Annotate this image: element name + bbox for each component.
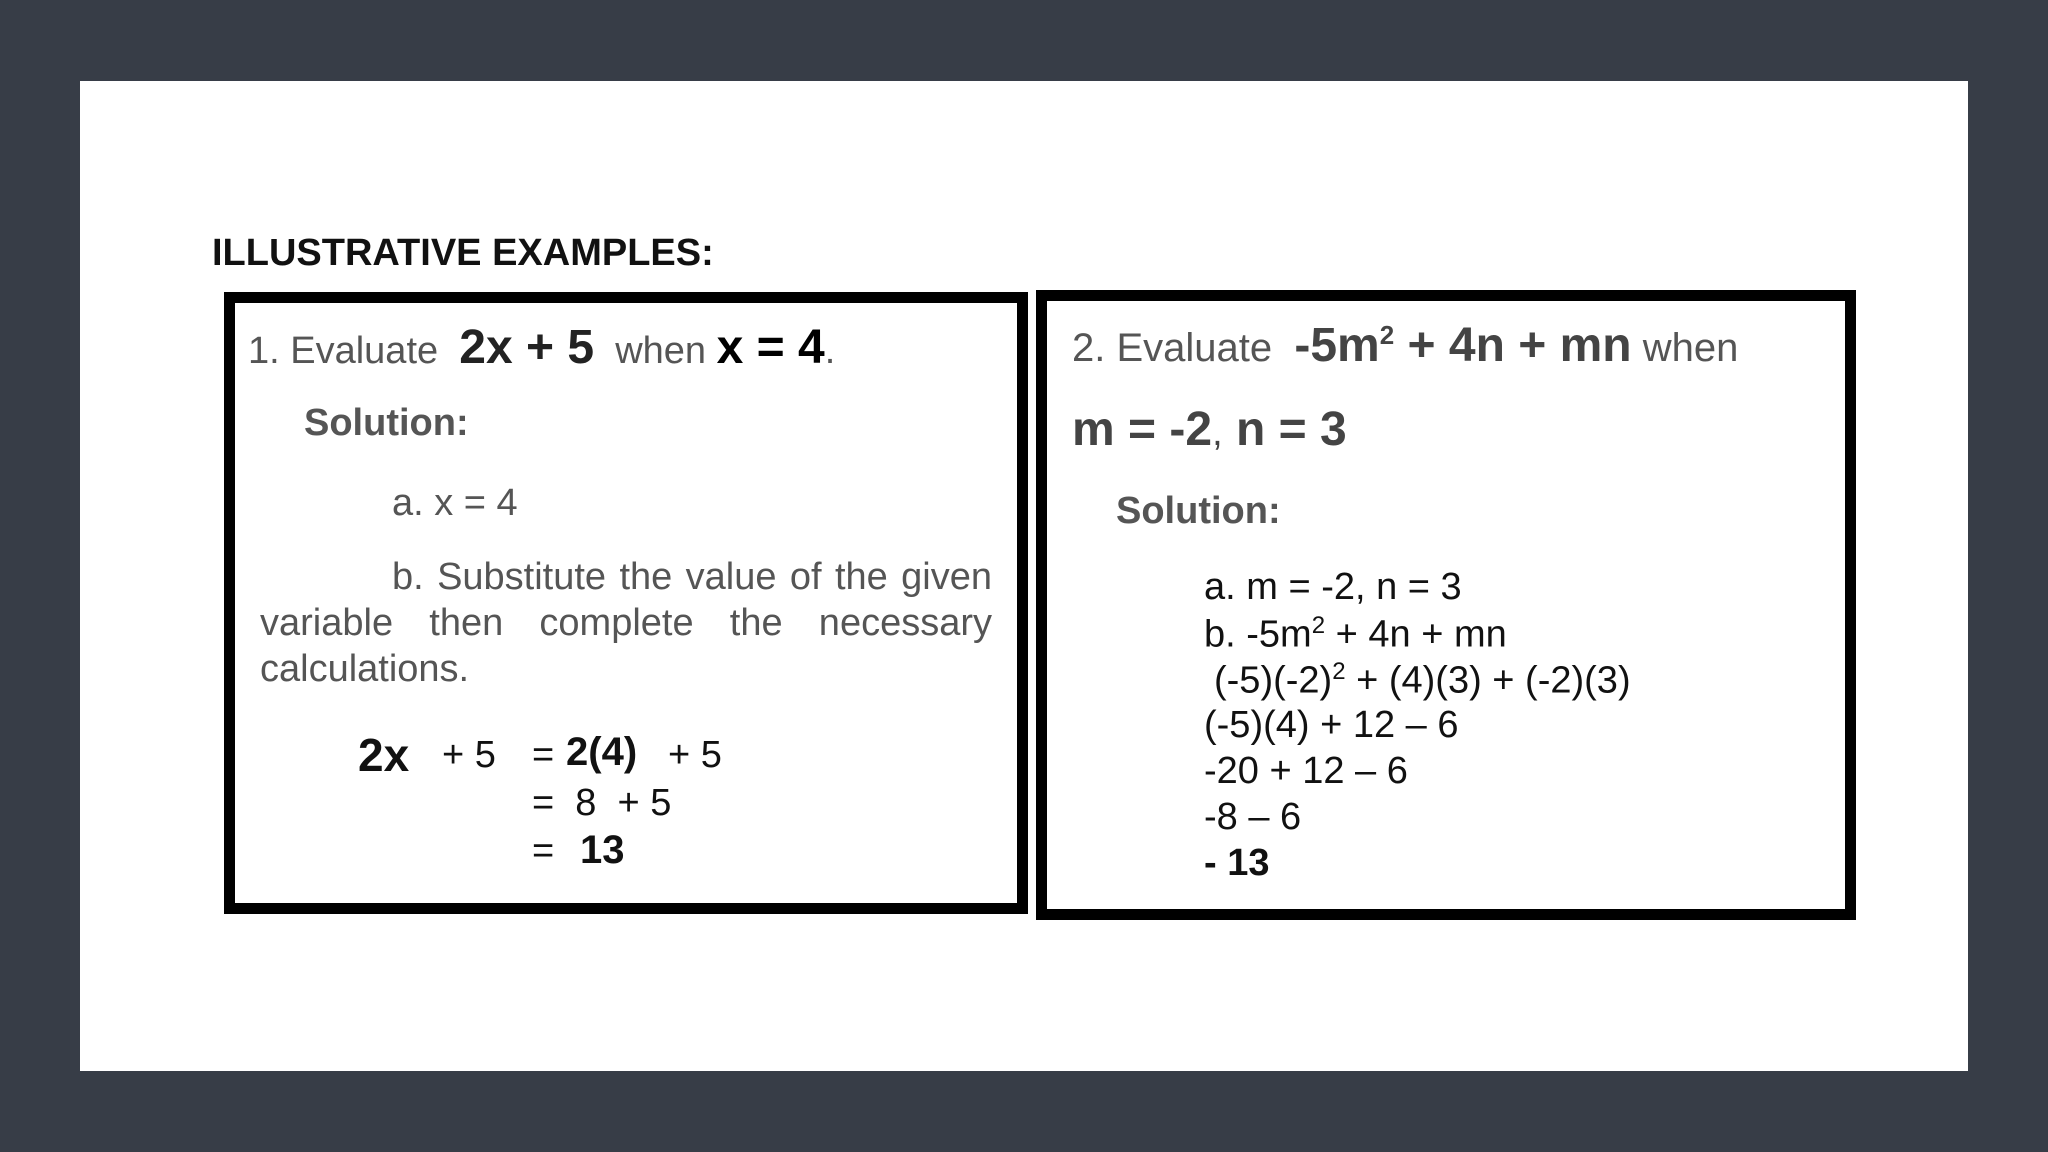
example-2-solution-label: Solution:	[1116, 490, 1281, 532]
section-heading: ILLUSTRATIVE EXAMPLES:	[212, 232, 714, 274]
example-1-period: .	[824, 330, 836, 372]
example-2-step-c: $(-5)(-2)^2 + (4)(3) + (-2)(3)$	[1214, 658, 1631, 702]
example-2-expression: $-5m^2 + 4n$ + mn	[1294, 319, 1632, 372]
example-1-condition: x = 4	[716, 321, 825, 374]
calc-line1-rest: + 5	[668, 734, 722, 776]
example-1-solution-label: Solution:	[304, 402, 469, 444]
calc-line3-result: 13	[580, 828, 625, 872]
example-1-when: when	[615, 330, 707, 372]
example-1-expression: 2x + 5	[459, 321, 595, 374]
example-2-step-e: -20 + 12 – 6	[1204, 750, 1408, 792]
calc-lhs-var: 2x	[358, 729, 410, 781]
example-1-step-b: b. Substitute the value of the given variable then complete the necessary calculations.	[260, 556, 992, 690]
calc-line2: = 8 + 5	[532, 782, 672, 824]
example-2-step-d: (-5)(4) + 12 – 6	[1204, 704, 1459, 746]
example-2-intro: 2. Evaluate	[1072, 326, 1273, 370]
example-2-values: m = -2, n = 3	[1072, 403, 1347, 456]
calc-line3-eq: =	[532, 830, 555, 872]
example-1-step-a: a. x = 4	[392, 482, 518, 524]
example-2-when: when	[1642, 326, 1739, 370]
calc-line1-sub: 2(4)	[566, 730, 638, 774]
example-1-title	[248, 320, 835, 375]
example-1-intro: 1. Evaluate	[248, 330, 439, 372]
example-2-title	[1072, 318, 1738, 373]
example-2-step-a: a. m = -2, n = 3	[1204, 566, 1462, 608]
example-2-step-f: -8 – 6	[1204, 796, 1302, 838]
example-2-step-g: - 13	[1204, 842, 1270, 884]
calc-lhs-rest: + 5	[442, 734, 496, 776]
calc-line1-eq: =	[532, 734, 555, 776]
example-2-step-b: b. $-5m^2 + 4n$ + mn	[1204, 612, 1507, 656]
